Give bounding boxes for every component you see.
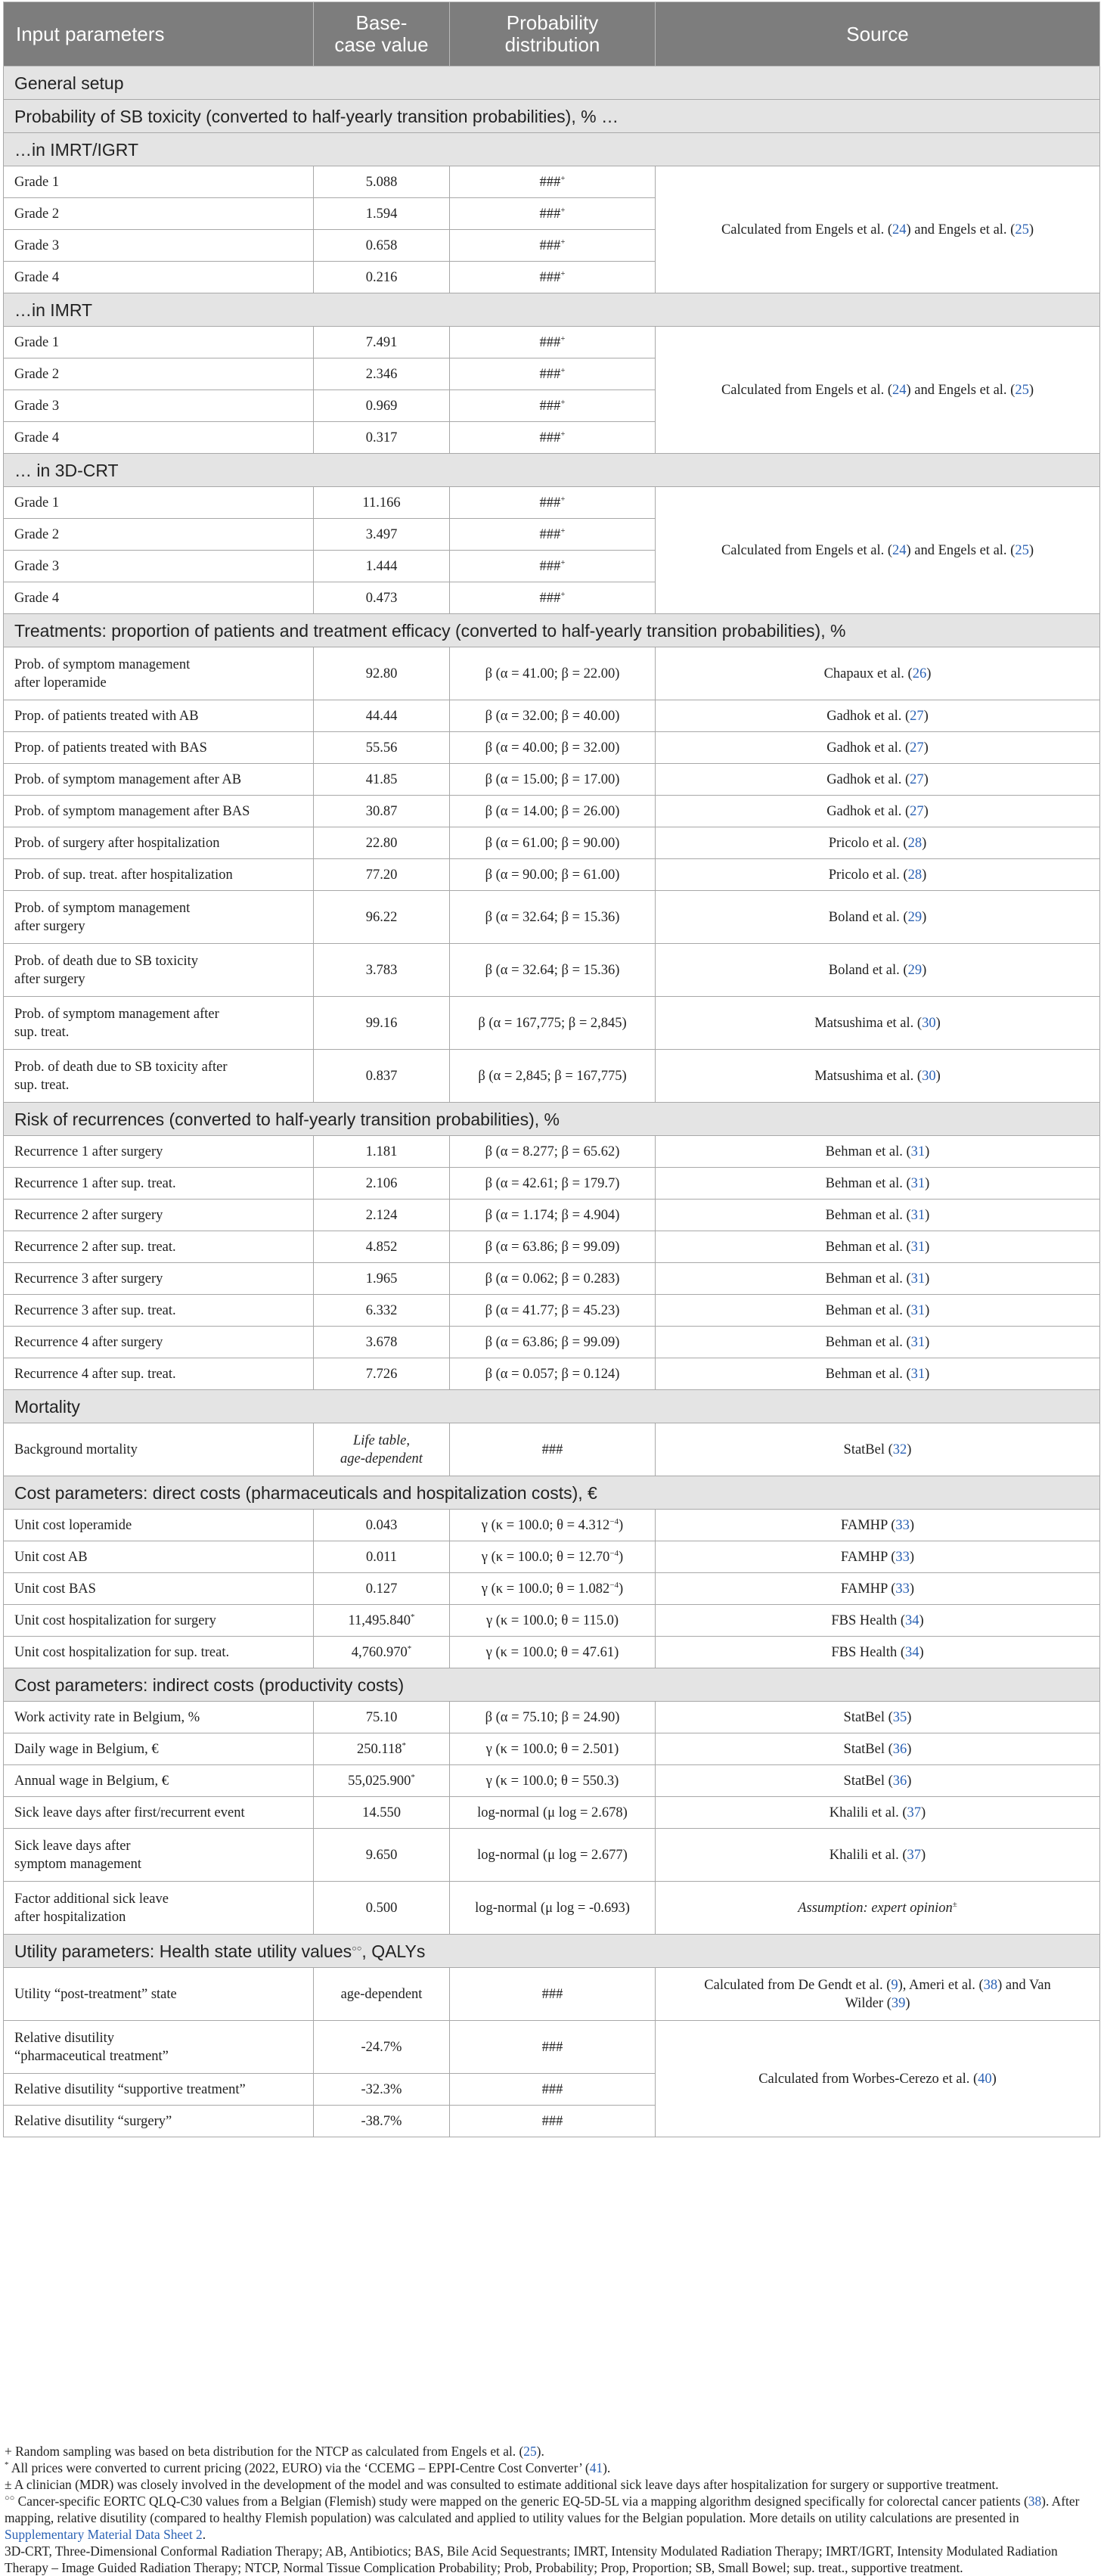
- section-title: …in IMRT/IGRT: [4, 133, 1100, 166]
- source-cell: Calculated from De Gendt et al. (9), Ameri et al. (38) and Van Wilder (39): [656, 1968, 1100, 2021]
- base-value: 75.10: [314, 1702, 450, 1733]
- param-name: Prob. of symptom management after sup. treat.: [4, 997, 314, 1050]
- base-value: 2.106: [314, 1168, 450, 1200]
- base-value: 0.127: [314, 1573, 450, 1605]
- reference-link: 30: [922, 1068, 936, 1084]
- footnote-utility-mapping: ○○ Cancer-specific EORTC QLQ-C30 values from a Belgian (Flemish) study were mapped on the generic EQ-5D-5L via a mapping algorithm designed specifically for colorectal cancer patients (38). After mapping, relative disutility (compared to healthy Flemish population) was calculated and applied to utility values for the Belgian population. More details on utility calculations are presented in Supplementary Material Data Sheet 2.: [5, 2494, 1080, 2542]
- source-cell: Behman et al. (31): [656, 1358, 1100, 1390]
- source-cell: Matsushima et al. (30): [656, 997, 1100, 1050]
- base-value: 0.043: [314, 1510, 450, 1541]
- base-value: 2.124: [314, 1200, 450, 1231]
- distribution: ###: [450, 1968, 656, 2021]
- reference-link: 34: [904, 1644, 919, 1660]
- base-value: 0.837: [314, 1050, 450, 1103]
- data-row: [4, 827, 1100, 859]
- base-value: 96.22: [314, 891, 450, 944]
- section-title: Cost parameters: indirect costs (productivity costs): [4, 1668, 1100, 1702]
- param-name: Prob. of symptom management after surgery: [4, 891, 314, 944]
- reference-link: 24: [892, 542, 907, 558]
- footnote-prices: * All prices were converted to current pricing (2022, EURO) via the ‘CCEMG – EPPI-Centre Cost Converter’ (41).: [5, 2460, 611, 2475]
- distribution: ###+: [450, 519, 656, 551]
- distribution: ###+: [450, 487, 656, 519]
- distribution: β (α = 0.057; β = 0.124): [450, 1358, 656, 1390]
- section-title: Cost parameters: direct costs (pharmaceuticals and hospitalization costs), €: [4, 1476, 1100, 1510]
- base-value: 6.332: [314, 1295, 450, 1327]
- distribution: β (α = 90.00; β = 61.00): [450, 859, 656, 891]
- data-row: [4, 1200, 1100, 1231]
- distribution: β (α = 75.10; β = 24.90): [450, 1702, 656, 1733]
- distribution: β (α = 2,845; β = 167,775): [450, 1050, 656, 1103]
- distribution: ###+: [450, 198, 656, 230]
- source-cell: FBS Health (34): [656, 1605, 1100, 1637]
- data-row: [4, 997, 1100, 1050]
- reference-link: 31: [910, 1239, 926, 1255]
- data-row: [4, 1423, 1100, 1476]
- data-row: [4, 1637, 1100, 1668]
- reference-link: 31: [910, 1366, 926, 1382]
- param-name: Grade 4: [4, 422, 314, 454]
- reference-link: 31: [910, 1144, 926, 1159]
- distribution: β (α = 41.77; β = 45.23): [450, 1295, 656, 1327]
- distribution: ###+: [450, 262, 656, 293]
- distribution: ###+: [450, 327, 656, 358]
- param-name: Prop. of patients treated with BAS: [4, 732, 314, 764]
- base-value: 0.969: [314, 390, 450, 422]
- table-footnotes: [5, 2443, 1099, 2576]
- reference-link: 29: [907, 962, 923, 978]
- distribution: β (α = 32.64; β = 15.36): [450, 944, 656, 997]
- param-name: Prob. of sup. treat. after hospitalization: [4, 859, 314, 891]
- reference-link: 33: [895, 1581, 910, 1597]
- source-cell: StatBel (35): [656, 1702, 1100, 1733]
- base-value: 1.181: [314, 1136, 450, 1168]
- param-name: Background mortality: [4, 1423, 314, 1476]
- distribution: β (α = 40.00; β = 32.00): [450, 732, 656, 764]
- base-value: 11.166: [314, 487, 450, 519]
- section-title: Probability of SB toxicity (converted to half-yearly transition probabilities), % …: [4, 100, 1100, 133]
- distribution: γ (κ = 100.0; θ = 115.0): [450, 1605, 656, 1637]
- section-mortality: [4, 1390, 1100, 1423]
- base-value: 1.965: [314, 1263, 450, 1295]
- grade-row: [4, 327, 1100, 358]
- param-name: Recurrence 1 after sup. treat.: [4, 1168, 314, 1200]
- reference-link: 37: [907, 1805, 922, 1820]
- base-value: 0.500: [314, 1882, 450, 1935]
- source-cell: Boland et al. (29): [656, 891, 1100, 944]
- param-name: Unit cost AB: [4, 1541, 314, 1573]
- base-value: 41.85: [314, 764, 450, 796]
- param-name: Grade 3: [4, 551, 314, 582]
- param-name: Prob. of surgery after hospitalization: [4, 827, 314, 859]
- data-row: [4, 1168, 1100, 1200]
- data-row: [4, 1358, 1100, 1390]
- base-value: 0.317: [314, 422, 450, 454]
- reference-link: 27: [910, 708, 924, 724]
- distribution: ###+: [450, 390, 656, 422]
- param-name: Recurrence 3 after sup. treat.: [4, 1295, 314, 1327]
- reference-link: 27: [910, 740, 924, 756]
- source-cell: Behman et al. (31): [656, 1327, 1100, 1358]
- param-name: Prob. of death due to SB toxicity after sup. treat.: [4, 1050, 314, 1103]
- grade-row: [4, 487, 1100, 519]
- base-value: 99.16: [314, 997, 450, 1050]
- param-name: Recurrence 2 after sup. treat.: [4, 1231, 314, 1263]
- param-name: Grade 3: [4, 390, 314, 422]
- reference-link: 32: [892, 1442, 907, 1457]
- reference-link: 24: [892, 382, 907, 398]
- param-name: Prob. of symptom management after AB: [4, 764, 314, 796]
- source-cell: Khalili et al. (37): [656, 1797, 1100, 1829]
- data-row: [4, 732, 1100, 764]
- base-value: 30.87: [314, 796, 450, 827]
- base-value: 11,495.840*: [314, 1605, 450, 1637]
- param-name: Work activity rate in Belgium, %: [4, 1702, 314, 1733]
- reference-link: 40: [978, 2071, 992, 2087]
- section-title: Utility parameters: Health state utility values○○, QALYs: [4, 1935, 1100, 1968]
- distribution: β (α = 14.00; β = 26.00): [450, 796, 656, 827]
- param-name: Recurrence 4 after sup. treat.: [4, 1358, 314, 1390]
- distribution: β (α = 1.174; β = 4.904): [450, 1200, 656, 1231]
- data-row: [4, 2021, 1100, 2074]
- param-name: Daily wage in Belgium, €: [4, 1733, 314, 1765]
- source-cell: Chapaux et al. (26): [656, 647, 1100, 700]
- section-imrt: [4, 293, 1100, 327]
- source-cell: Pricolo et al. (28): [656, 859, 1100, 891]
- section-direct-costs: [4, 1476, 1100, 1510]
- reference-link: 31: [910, 1334, 926, 1350]
- reference-link: 36: [892, 1741, 907, 1757]
- source-cell: Matsushima et al. (30): [656, 1050, 1100, 1103]
- reference-link: 31: [910, 1207, 926, 1223]
- source-cell: Khalili et al. (37): [656, 1829, 1100, 1882]
- section-title: Treatments: proportion of patients and treatment efficacy (converted to half-yearly transition probabilities), %: [4, 614, 1100, 647]
- distribution: γ (κ = 100.0; $\theta = 12.70^{-4}$): [450, 1541, 656, 1573]
- reference-link: 30: [922, 1015, 936, 1031]
- distribution: ###+: [450, 166, 656, 198]
- section-sb-toxicity: [4, 100, 1100, 133]
- param-name: Grade 1: [4, 166, 314, 198]
- footnote-abbreviations: 3D-CRT, Three-Dimensional Conformal Radiation Therapy; AB, Antibiotics; BAS, Bile Acid Sequestrants; IMRT, Intensity Modulated Radiation Therapy; IMRT/IGRT, Intensity Modulated Radiation Therapy – Image Guided Radiation Therapy; NTCP, Normal Tissue Complication Probability; Prob, Probability; Prop, Proportion; SB, Small Bowel; sup. treat., supportive treatment.: [5, 2543, 1058, 2575]
- distribution: β (α = 32.00; β = 40.00): [450, 700, 656, 732]
- param-name: Grade 2: [4, 198, 314, 230]
- distribution: log-normal (μ log = 2.678): [450, 1797, 656, 1829]
- param-name: Unit cost BAS: [4, 1573, 314, 1605]
- param-name: Grade 3: [4, 230, 314, 262]
- param-name: Recurrence 2 after surgery: [4, 1200, 314, 1231]
- source-cell: Calculated from Worbes-Cerezo et al. (40): [656, 2021, 1100, 2137]
- header-source: Source: [656, 2, 1100, 67]
- source-cell: Behman et al. (31): [656, 1231, 1100, 1263]
- grade-row: [4, 166, 1100, 198]
- reference-link: 33: [895, 1549, 910, 1565]
- source-cell: Pricolo et al. (28): [656, 827, 1100, 859]
- distribution: γ (κ = 100.0; $\theta = 4.312^{-4}$): [450, 1510, 656, 1541]
- distribution: ###: [450, 2106, 656, 2137]
- param-name: Prob. of death due to SB toxicity after surgery: [4, 944, 314, 997]
- source-cell: FAMHP (33): [656, 1541, 1100, 1573]
- base-value: 44.44: [314, 700, 450, 732]
- reference-link: 31: [910, 1175, 926, 1191]
- base-value: 0.216: [314, 262, 450, 293]
- distribution: ###+: [450, 358, 656, 390]
- data-row: [4, 1829, 1100, 1882]
- source-cell: Calculated from Engels et al. (24) and Engels et al. (25): [656, 166, 1100, 293]
- reference-link: 25: [1015, 222, 1029, 237]
- distribution: β (α = 0.062; β = 0.283): [450, 1263, 656, 1295]
- reference-link: 26: [912, 666, 927, 681]
- header-input-parameters: Input parameters: [4, 2, 314, 67]
- header-base-case-value: Base- case value: [314, 2, 450, 67]
- param-name: Prop. of patients treated with AB: [4, 700, 314, 732]
- distribution: log-normal (μ log = -0.693): [450, 1882, 656, 1935]
- reference-link: 27: [910, 771, 924, 787]
- data-row: [4, 1136, 1100, 1168]
- base-value: 1.594: [314, 198, 450, 230]
- parameters-table: [3, 2, 1100, 2137]
- param-name: Factor additional sick leave after hospitalization: [4, 1882, 314, 1935]
- source-cell: FBS Health (34): [656, 1637, 1100, 1668]
- distribution: ###+: [450, 582, 656, 614]
- reference-link: 34: [904, 1612, 919, 1628]
- base-value: 7.491: [314, 327, 450, 358]
- data-row: [4, 1882, 1100, 1935]
- source-cell: Gadhok et al. (27): [656, 764, 1100, 796]
- param-name: Recurrence 4 after surgery: [4, 1327, 314, 1358]
- section-3d-crt: [4, 454, 1100, 487]
- distribution: ###: [450, 1423, 656, 1476]
- source-cell: StatBel (32): [656, 1423, 1100, 1476]
- data-row: [4, 647, 1100, 700]
- source-cell: Boland et al. (29): [656, 944, 1100, 997]
- distribution: β (α = 61.00; β = 90.00): [450, 827, 656, 859]
- reference-link: 25: [1015, 382, 1029, 398]
- data-row: [4, 1231, 1100, 1263]
- base-value: 5.088: [314, 166, 450, 198]
- base-value: 55,025.900*: [314, 1765, 450, 1797]
- param-name: Unit cost hospitalization for sup. treat.: [4, 1637, 314, 1668]
- data-row: [4, 1573, 1100, 1605]
- section-title: Risk of recurrences (converted to half-yearly transition probabilities), %: [4, 1103, 1100, 1136]
- data-row: [4, 764, 1100, 796]
- data-row: [4, 1765, 1100, 1797]
- source-cell: StatBel (36): [656, 1733, 1100, 1765]
- data-row: [4, 1797, 1100, 1829]
- footnote-clinician: ± A clinician (MDR) was closely involved in the development of the model and was consulted to estimate additional sick leave days after hospitalization for surgery or supportive treatment.: [5, 2477, 999, 2492]
- param-name: Unit cost loperamide: [4, 1510, 314, 1541]
- param-name: Relative disutility “pharmaceutical treatment”: [4, 2021, 314, 2074]
- base-value: 0.658: [314, 230, 450, 262]
- data-row: [4, 1295, 1100, 1327]
- distribution: β (α = 167,775; β = 2,845): [450, 997, 656, 1050]
- section-title: Mortality: [4, 1390, 1100, 1423]
- section-utility: [4, 1935, 1100, 1968]
- reference-link: 38: [983, 1977, 998, 1993]
- distribution: γ (κ = 100.0; θ = 47.61): [450, 1637, 656, 1668]
- reference-link: 9: [891, 1977, 898, 1993]
- reference-link: 29: [907, 909, 923, 925]
- header-probability-distribution: Probability distribution: [450, 2, 656, 67]
- reference-link: 31: [910, 1302, 926, 1318]
- distribution: β (α = 63.86; β = 99.09): [450, 1327, 656, 1358]
- source-cell: Behman et al. (31): [656, 1136, 1100, 1168]
- base-value: 3.783: [314, 944, 450, 997]
- param-name: Prob. of symptom management after BAS: [4, 796, 314, 827]
- distribution: β (α = 63.86; β = 99.09): [450, 1231, 656, 1263]
- source-cell: Behman et al. (31): [656, 1263, 1100, 1295]
- param-name: Grade 4: [4, 582, 314, 614]
- distribution: β (α = 32.64; β = 15.36): [450, 891, 656, 944]
- reference-link: 31: [910, 1271, 926, 1286]
- data-row: [4, 700, 1100, 732]
- source-cell: StatBel (36): [656, 1765, 1100, 1797]
- param-name: Grade 4: [4, 262, 314, 293]
- base-value: 4,760.970*: [314, 1637, 450, 1668]
- source-cell: Calculated from Engels et al. (24) and Engels et al. (25): [656, 327, 1100, 454]
- source-cell: Behman et al. (31): [656, 1168, 1100, 1200]
- base-value: -32.3%: [314, 2074, 450, 2106]
- data-row: [4, 859, 1100, 891]
- reference-link: 28: [907, 867, 923, 883]
- reference-link: 36: [892, 1773, 907, 1789]
- param-name: Relative disutility “supportive treatment”: [4, 2074, 314, 2106]
- source-cell: Gadhok et al. (27): [656, 732, 1100, 764]
- base-value: -24.7%: [314, 2021, 450, 2074]
- data-row: [4, 891, 1100, 944]
- distribution: β (α = 41.00; β = 22.00): [450, 647, 656, 700]
- reference-link: 33: [895, 1517, 910, 1533]
- param-name: Grade 1: [4, 327, 314, 358]
- source-cell: Assumption: expert opinion±: [656, 1882, 1100, 1935]
- param-name: Grade 1: [4, 487, 314, 519]
- reference-link: 27: [910, 803, 924, 819]
- distribution: ###+: [450, 551, 656, 582]
- reference-link: 28: [907, 835, 923, 851]
- base-value: -38.7%: [314, 2106, 450, 2137]
- source-cell: Gadhok et al. (27): [656, 796, 1100, 827]
- base-value: 250.118*: [314, 1733, 450, 1765]
- base-value: 77.20: [314, 859, 450, 891]
- param-name: Utility “post-treatment” state: [4, 1968, 314, 2021]
- distribution: γ (κ = 100.0; $\theta = 1.082^{-4}$): [450, 1573, 656, 1605]
- base-value: 14.550: [314, 1797, 450, 1829]
- footnote-random-sampling: + Random sampling was based on beta distribution for the NTCP as calculated from Engels et al. (25).: [5, 2444, 544, 2459]
- data-row: [4, 1510, 1100, 1541]
- base-value: 2.346: [314, 358, 450, 390]
- base-value: 92.80: [314, 647, 450, 700]
- source-cell: Behman et al. (31): [656, 1200, 1100, 1231]
- supplementary-material-link[interactable]: Supplementary Material Data Sheet 2: [5, 2527, 203, 2542]
- data-row: [4, 1968, 1100, 2021]
- distribution: ###+: [450, 422, 656, 454]
- base-value: age-dependent: [314, 1968, 450, 2021]
- data-row: [4, 1541, 1100, 1573]
- section-treatments: [4, 614, 1100, 647]
- base-value: 55.56: [314, 732, 450, 764]
- param-name: Grade 2: [4, 358, 314, 390]
- param-name: Annual wage in Belgium, €: [4, 1765, 314, 1797]
- source-cell: Gadhok et al. (27): [656, 700, 1100, 732]
- header-row: [4, 2, 1100, 67]
- distribution: β (α = 8.277; β = 65.62): [450, 1136, 656, 1168]
- data-row: [4, 796, 1100, 827]
- section-title: … in 3D-CRT: [4, 454, 1100, 487]
- base-value: 7.726: [314, 1358, 450, 1390]
- base-value: Life table, age-dependent: [314, 1423, 450, 1476]
- distribution: ###: [450, 2021, 656, 2074]
- distribution: β (α = 15.00; β = 17.00): [450, 764, 656, 796]
- param-name: Recurrence 3 after surgery: [4, 1263, 314, 1295]
- reference-link: 24: [892, 222, 907, 237]
- data-row: [4, 1263, 1100, 1295]
- section-general-setup: [4, 67, 1100, 100]
- base-value: 3.678: [314, 1327, 450, 1358]
- param-name: Relative disutility “surgery”: [4, 2106, 314, 2137]
- source-cell: Behman et al. (31): [656, 1295, 1100, 1327]
- section-imrt-igrt: [4, 133, 1100, 166]
- param-name: Grade 2: [4, 519, 314, 551]
- data-row: [4, 1605, 1100, 1637]
- section-recurrences: [4, 1103, 1100, 1136]
- param-name: Recurrence 1 after surgery: [4, 1136, 314, 1168]
- param-name: Prob. of symptom management after loperamide: [4, 647, 314, 700]
- section-indirect-costs: [4, 1668, 1100, 1702]
- param-name: Sick leave days after symptom management: [4, 1829, 314, 1882]
- data-row: [4, 1050, 1100, 1103]
- base-value: 22.80: [314, 827, 450, 859]
- source-cell: FAMHP (33): [656, 1573, 1100, 1605]
- data-row: [4, 1702, 1100, 1733]
- distribution: γ (κ = 100.0; θ = 550.3): [450, 1765, 656, 1797]
- distribution: ###+: [450, 230, 656, 262]
- distribution: γ (κ = 100.0; θ = 2.501): [450, 1733, 656, 1765]
- reference-link: 25: [1015, 542, 1029, 558]
- data-row: [4, 1733, 1100, 1765]
- base-value: 0.473: [314, 582, 450, 614]
- reference-link: 39: [891, 1995, 906, 2011]
- distribution: ###: [450, 2074, 656, 2106]
- source-cell: Calculated from Engels et al. (24) and Engels et al. (25): [656, 487, 1100, 614]
- data-row: [4, 944, 1100, 997]
- param-name: Sick leave days after first/recurrent event: [4, 1797, 314, 1829]
- distribution: log-normal (μ log = 2.677): [450, 1829, 656, 1882]
- param-name: Unit cost hospitalization for surgery: [4, 1605, 314, 1637]
- data-row: [4, 1327, 1100, 1358]
- base-value: 4.852: [314, 1231, 450, 1263]
- distribution: β (α = 42.61; β = 179.7): [450, 1168, 656, 1200]
- source-cell: FAMHP (33): [656, 1510, 1100, 1541]
- base-value: 9.650: [314, 1829, 450, 1882]
- reference-link: 37: [907, 1847, 922, 1863]
- base-value: 1.444: [314, 551, 450, 582]
- base-value: 0.011: [314, 1541, 450, 1573]
- section-title: General setup: [4, 67, 1100, 100]
- section-title: …in IMRT: [4, 293, 1100, 327]
- base-value: 3.497: [314, 519, 450, 551]
- reference-link: 35: [892, 1709, 907, 1725]
